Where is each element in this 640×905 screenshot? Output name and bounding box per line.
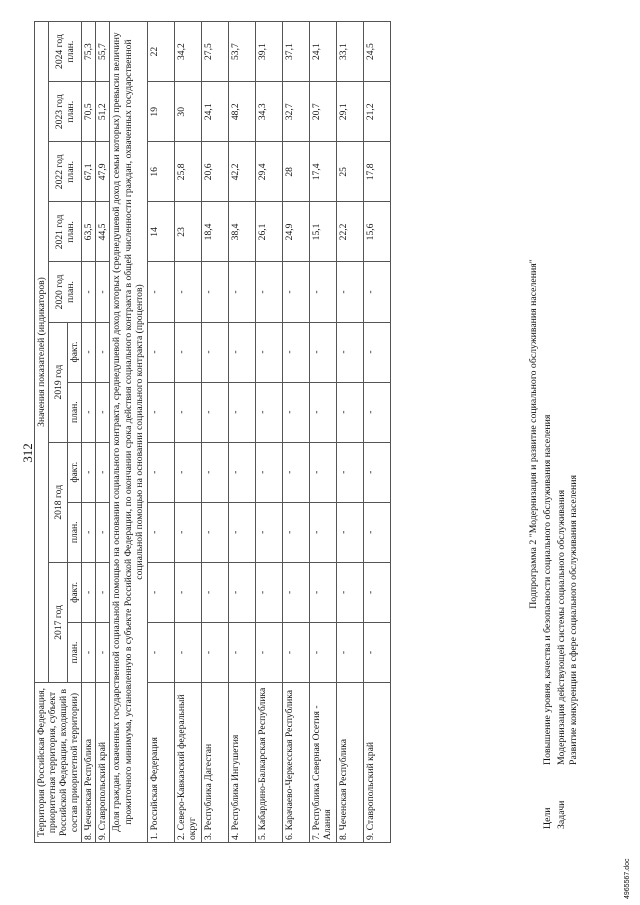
year-2019-header: 2019 год xyxy=(49,322,68,442)
value-cell: 39,1 xyxy=(255,22,282,82)
territory-header: Территория (Российская Федерация, приоритетная территория, субъект Российской Федерации, входящий в состав приоритетной территории) xyxy=(35,683,82,843)
value-cell: 75,3 xyxy=(82,22,96,82)
territory-cell: 6. Карачаево-Черкесская Республика xyxy=(282,683,309,843)
value-cell: - xyxy=(174,442,201,502)
value-cell: 55,7 xyxy=(96,22,110,82)
table-row xyxy=(174,22,201,843)
value-cell: 25 xyxy=(336,142,363,202)
value-cell: - xyxy=(282,502,309,562)
values-header: Значения показателей (индикаторов) xyxy=(35,22,49,683)
value-cell: - xyxy=(228,442,255,502)
territory-cell: 8. Чеченская Республика xyxy=(336,683,363,843)
value-cell: - xyxy=(363,502,390,562)
goals-tasks xyxy=(542,415,583,829)
value-cell: 42,2 xyxy=(228,142,255,202)
value-cell: - xyxy=(336,502,363,562)
value-cell: - xyxy=(201,622,228,682)
plan-2019: план. xyxy=(68,382,82,442)
value-cell: - xyxy=(82,322,96,382)
value-cell: - xyxy=(282,442,309,502)
value-cell: - xyxy=(363,562,390,622)
value-cell: - xyxy=(201,262,228,322)
value-cell: - xyxy=(255,322,282,382)
value-cell: - xyxy=(282,562,309,622)
value-cell: - xyxy=(96,562,110,622)
value-cell: 24,1 xyxy=(201,82,228,142)
value-cell: 34,2 xyxy=(174,22,201,82)
value-cell: - xyxy=(255,262,282,322)
value-cell: - xyxy=(201,322,228,382)
value-cell: - xyxy=(309,442,336,502)
value-cell: 24,5 xyxy=(363,22,390,82)
section-title: Доля граждан, охваченных государственной социальной помощью на основании социального контракта, среднедушевой доход которых (среднедушевой доход семьи которых) превысил величину прожиточного минимума, установленную в субъекте Российской Федерации, по окончании срока действия социального контракта в общей численности граждан, охваченных государственной социальной помощью на основании социального контракта (процентов) xyxy=(110,22,148,843)
value-cell: - xyxy=(96,502,110,562)
value-cell: - xyxy=(147,262,174,322)
goals-text: Повышение уровня, качества и безопасности социального обслуживания населения xyxy=(542,414,553,765)
table-row xyxy=(309,22,336,843)
value-cell: - xyxy=(174,562,201,622)
value-cell: - xyxy=(82,502,96,562)
value-cell: - xyxy=(255,382,282,442)
task-item: Модернизация действующей системы социального обслуживания xyxy=(556,489,568,765)
value-cell: - xyxy=(336,562,363,622)
fact-2018: факт. xyxy=(68,442,82,502)
value-cell: - xyxy=(201,562,228,622)
value-cell: - xyxy=(336,622,363,682)
table-row xyxy=(228,22,255,843)
value-cell: 30 xyxy=(174,82,201,142)
table-row xyxy=(336,22,363,843)
value-cell: - xyxy=(96,382,110,442)
value-cell: 19 xyxy=(147,82,174,142)
value-cell: 21,2 xyxy=(363,82,390,142)
value-cell: - xyxy=(363,322,390,382)
value-cell: 17,8 xyxy=(363,142,390,202)
value-cell: - xyxy=(82,442,96,502)
value-cell: - xyxy=(147,562,174,622)
value-cell: - xyxy=(336,262,363,322)
value-cell: - xyxy=(309,322,336,382)
table-row xyxy=(282,22,309,843)
footer-filename: 4965567.doc xyxy=(624,858,631,899)
value-cell: 15,6 xyxy=(363,202,390,262)
value-cell: - xyxy=(309,382,336,442)
value-cell: - xyxy=(147,622,174,682)
value-cell: 25,8 xyxy=(174,142,201,202)
value-cell: - xyxy=(174,322,201,382)
value-cell: - xyxy=(363,442,390,502)
value-cell: - xyxy=(309,262,336,322)
value-cell: - xyxy=(82,562,96,622)
table-row xyxy=(363,22,390,843)
value-cell: 20,6 xyxy=(201,142,228,202)
plan-2018: план. xyxy=(68,502,82,562)
table-row xyxy=(147,22,174,843)
tasks-text xyxy=(556,415,582,765)
territory-cell: 9. Ставропольский край xyxy=(96,683,110,843)
value-cell: 70,5 xyxy=(82,82,96,142)
value-cell: - xyxy=(255,562,282,622)
value-cell: - xyxy=(255,442,282,502)
value-cell: - xyxy=(96,262,110,322)
value-cell: - xyxy=(363,382,390,442)
value-cell: 48,2 xyxy=(228,82,255,142)
value-cell: - xyxy=(96,442,110,502)
value-cell: - xyxy=(147,382,174,442)
task-item: Развитие конкуренции в сфере социального обслуживания населения xyxy=(568,475,580,765)
value-cell: - xyxy=(228,382,255,442)
value-cell: 51,2 xyxy=(96,82,110,142)
value-cell: - xyxy=(228,562,255,622)
value-cell: - xyxy=(174,382,201,442)
tasks-label: Задачи xyxy=(556,800,568,829)
value-cell: - xyxy=(228,322,255,382)
territory-cell: 5. Кабардино-Балкарская Республика xyxy=(255,683,282,843)
value-cell: - xyxy=(363,622,390,682)
value-cell: - xyxy=(228,622,255,682)
value-cell: 63,5 xyxy=(82,202,96,262)
subprogram-title: Подпрограмма 2 "Модернизация и развитие социального обслуживания населения" xyxy=(528,259,539,609)
value-cell: 22,2 xyxy=(336,202,363,262)
territory-cell: 9. Ставропольский край xyxy=(363,683,390,843)
fact-2019: факт. xyxy=(68,322,82,382)
value-cell: - xyxy=(282,262,309,322)
value-cell: 27,5 xyxy=(201,22,228,82)
value-cell: - xyxy=(174,622,201,682)
fact-2017: факт. xyxy=(68,562,82,622)
value-cell: - xyxy=(201,382,228,442)
value-cell: - xyxy=(201,502,228,562)
value-cell: 29,1 xyxy=(336,82,363,142)
value-cell: - xyxy=(147,322,174,382)
value-cell: 67,1 xyxy=(82,142,96,202)
value-cell: 33,1 xyxy=(336,22,363,82)
territory-cell: 3. Республика Дагестан xyxy=(201,683,228,843)
value-cell: - xyxy=(96,322,110,382)
table-row xyxy=(96,22,110,843)
value-cell: 38,4 xyxy=(228,202,255,262)
value-cell: - xyxy=(255,622,282,682)
value-cell: 29,4 xyxy=(255,142,282,202)
value-cell: 18,4 xyxy=(201,202,228,262)
value-cell: - xyxy=(201,442,228,502)
territory-cell: 7. Республика Северная Осетия - Алания xyxy=(309,683,336,843)
year-2018-header: 2018 год xyxy=(49,442,68,562)
value-cell: - xyxy=(309,502,336,562)
value-cell: - xyxy=(174,262,201,322)
value-cell: - xyxy=(309,562,336,622)
value-cell: - xyxy=(147,502,174,562)
value-cell: 15,1 xyxy=(309,202,336,262)
value-cell: 22 xyxy=(147,22,174,82)
value-cell: 28 xyxy=(282,142,309,202)
value-cell: - xyxy=(174,502,201,562)
value-cell: 26,1 xyxy=(255,202,282,262)
value-cell: 44,5 xyxy=(96,202,110,262)
value-cell: - xyxy=(336,382,363,442)
value-cell: - xyxy=(255,502,282,562)
value-cell: 17,4 xyxy=(309,142,336,202)
territory-cell: 8. Чеченская Республика xyxy=(82,683,96,843)
value-cell: 23 xyxy=(174,202,201,262)
goals-label: Цели xyxy=(542,807,553,829)
value-cell: - xyxy=(228,502,255,562)
value-cell: - xyxy=(282,622,309,682)
year-2022-header: 2022 год план. xyxy=(49,142,82,202)
value-cell: - xyxy=(336,322,363,382)
value-cell: - xyxy=(282,382,309,442)
territory-cell: 4. Республика Ингушетия xyxy=(228,683,255,843)
value-cell: 14 xyxy=(147,202,174,262)
value-cell: - xyxy=(309,622,336,682)
value-cell: 20,7 xyxy=(309,82,336,142)
year-2020-header: 2020 год план. xyxy=(49,262,82,322)
territory-cell: 2. Северо-Кавказский федеральный округ xyxy=(174,683,201,843)
value-cell: - xyxy=(82,622,96,682)
value-cell: 16 xyxy=(147,142,174,202)
table-row xyxy=(82,22,96,843)
year-2024-header: 2024 год план. xyxy=(49,22,82,82)
value-cell: - xyxy=(363,262,390,322)
value-cell: 34,3 xyxy=(255,82,282,142)
year-2021-header: 2021 год план. xyxy=(49,202,82,262)
value-cell: 37,1 xyxy=(282,22,309,82)
value-cell: - xyxy=(82,382,96,442)
value-cell: 47,9 xyxy=(96,142,110,202)
value-cell: - xyxy=(336,442,363,502)
year-2017-header: 2017 год xyxy=(49,562,68,682)
value-cell: 32,7 xyxy=(282,82,309,142)
table-row xyxy=(255,22,282,843)
indicators-table xyxy=(34,21,391,843)
value-cell: - xyxy=(96,622,110,682)
value-cell: - xyxy=(147,442,174,502)
page-number: 312 xyxy=(20,443,35,463)
value-cell: 24,9 xyxy=(282,202,309,262)
value-cell: - xyxy=(228,262,255,322)
value-cell: - xyxy=(282,322,309,382)
plan-2017: план. xyxy=(68,622,82,682)
value-cell: 53,7 xyxy=(228,22,255,82)
value-cell: 24,1 xyxy=(309,22,336,82)
value-cell: - xyxy=(82,262,96,322)
territory-cell: 1. Российская Федерация xyxy=(147,683,174,843)
year-2023-header: 2023 год план. xyxy=(49,82,82,142)
table-row xyxy=(201,22,228,843)
